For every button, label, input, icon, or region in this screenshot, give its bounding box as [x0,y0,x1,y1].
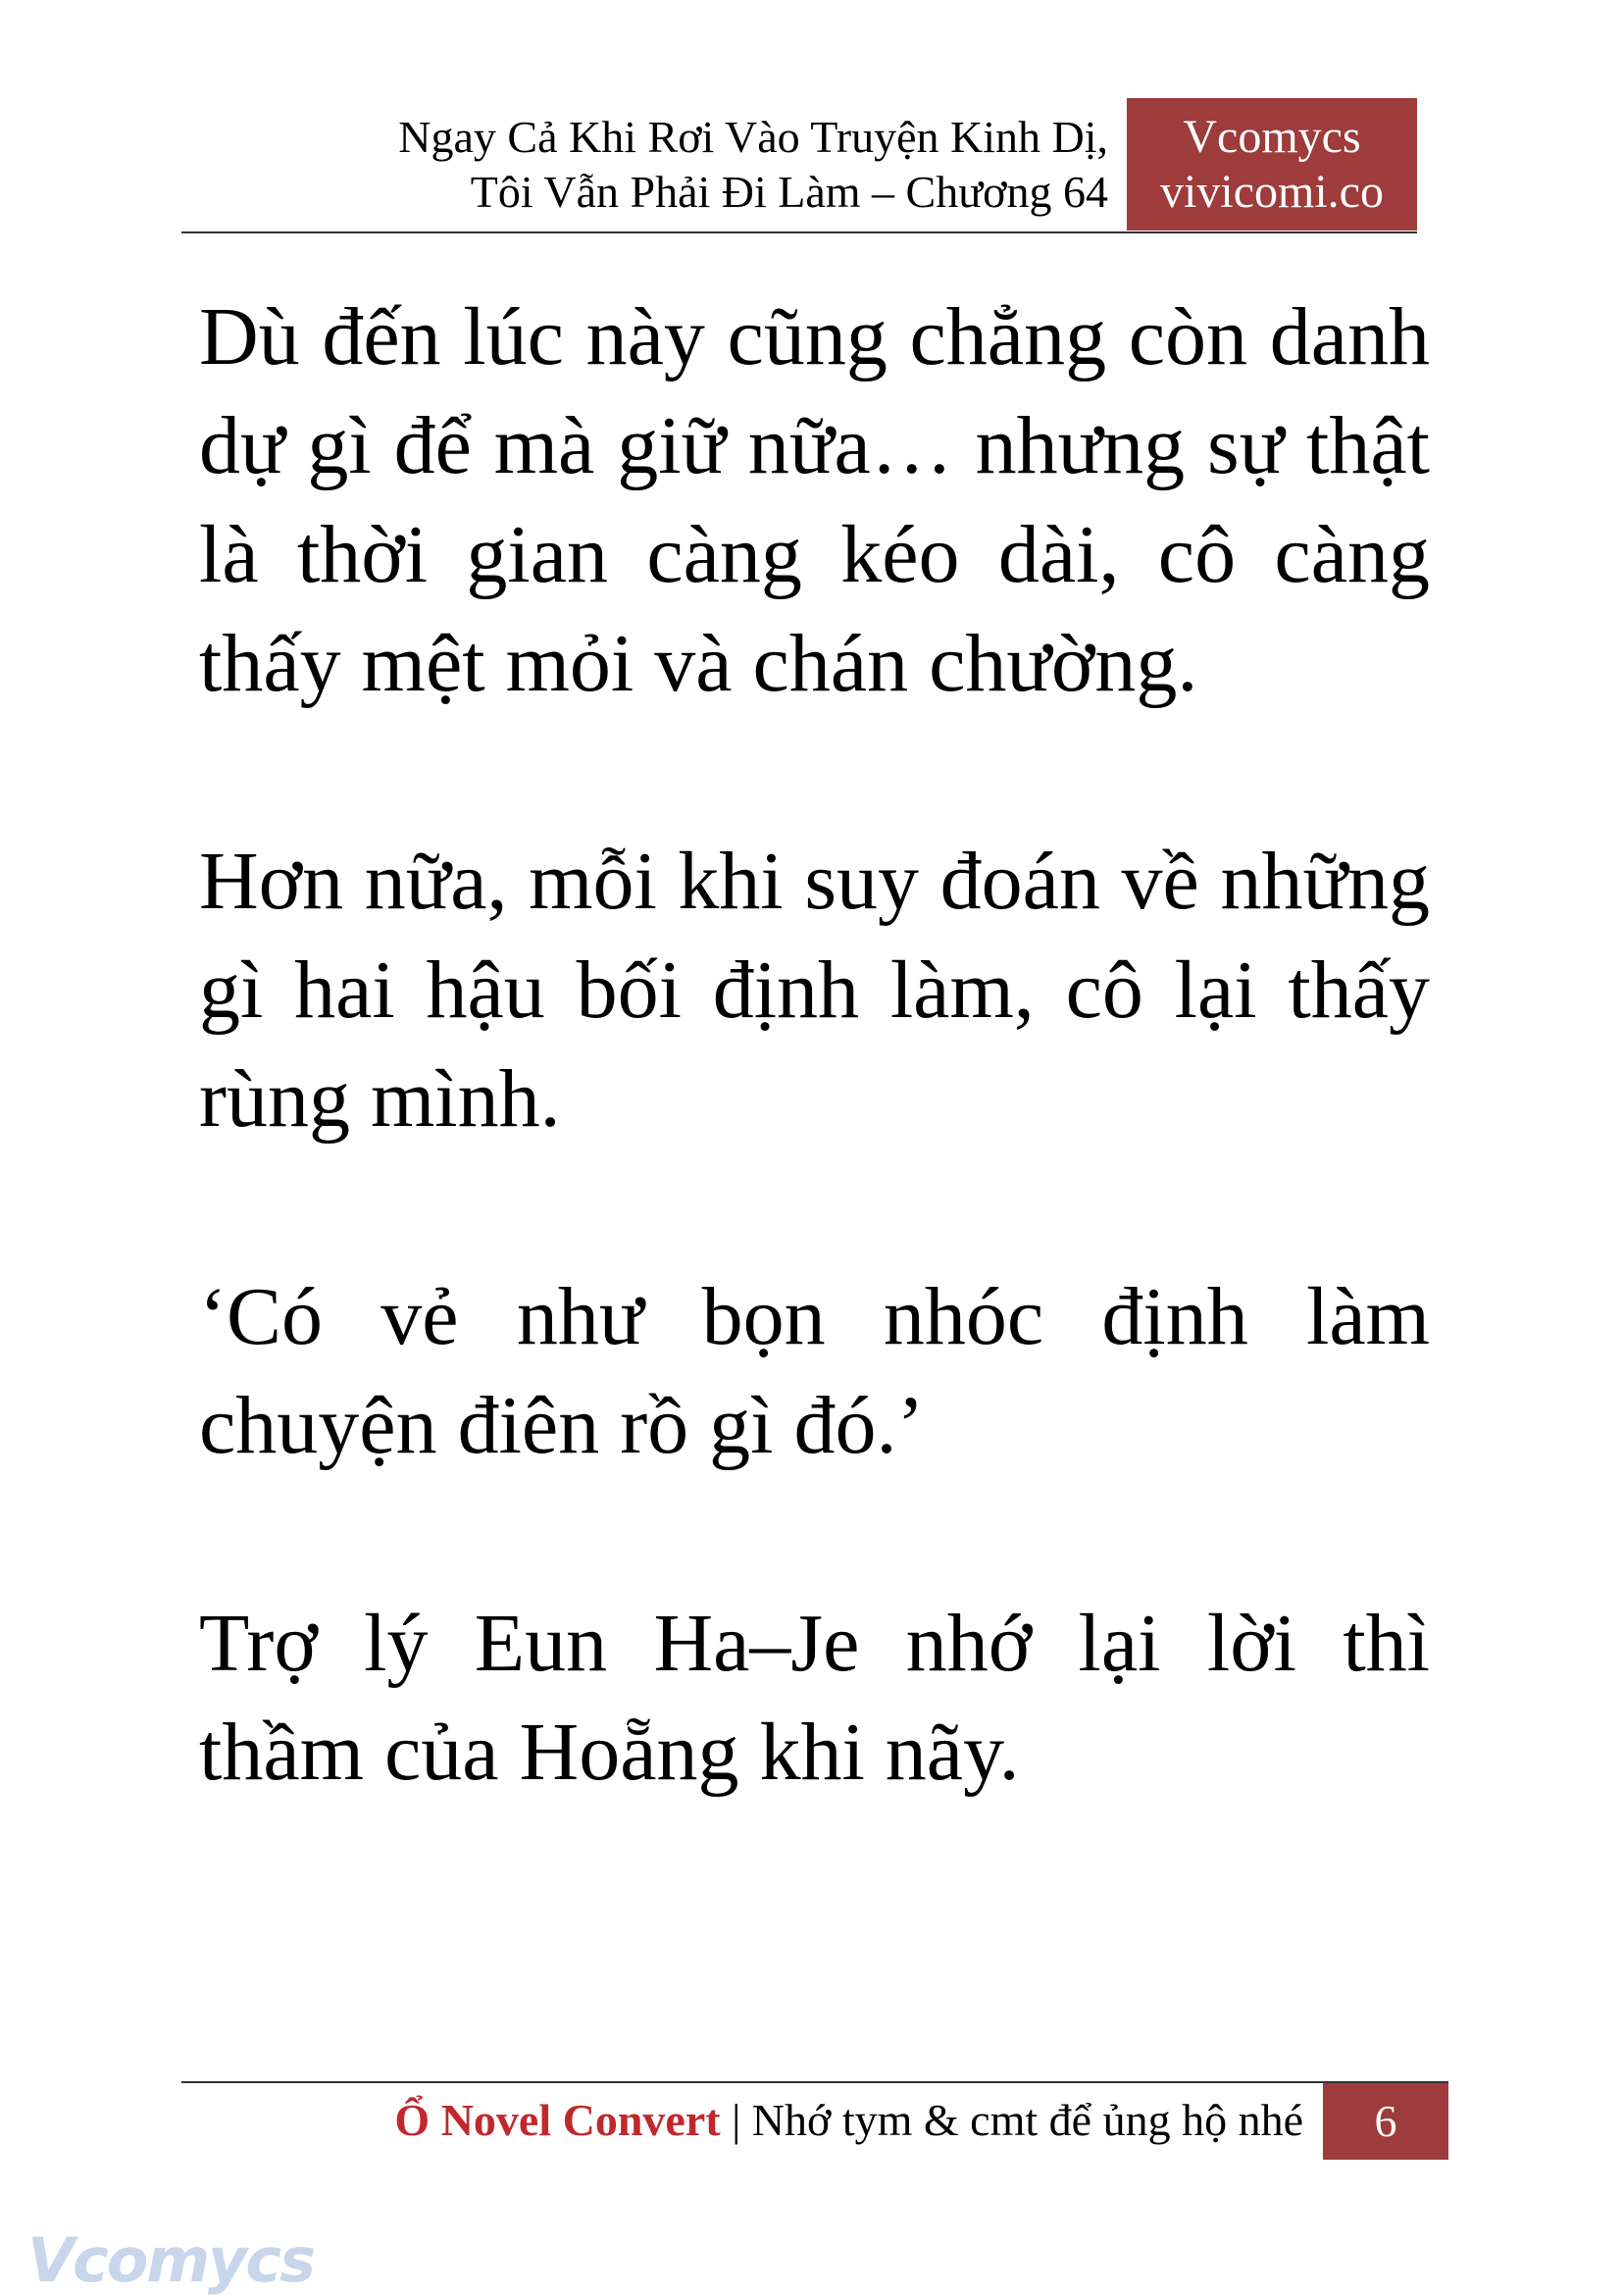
paragraph-4: Trợ lý Eun Ha–Je nhớ lại lời thì thầm của Hoẵng khi nãy. [199,1598,1430,1798]
footer-text [394,2091,1303,2150]
brand-url: vivicomi.co [1160,166,1384,218]
page-footer [181,2081,1448,2162]
paragraph-2: Hơn nữa, mỗi khi suy đoán về những gì hai hậu bối định làm, cô lại thấy rùng mình. [199,836,1430,1145]
footer-message: Nhớ tym & cmt để ủng hộ nhé [751,2095,1303,2145]
paragraph-3: ‘Có vẻ như bọn nhóc định làm chuyện điên rồ gì đó.’ [199,1271,1430,1471]
page-header [181,98,1417,233]
page-number: 6 [1323,2083,1448,2160]
paragraph-1: Dù đến lúc này cũng chẳng còn danh dự gì để mà giữ nữa… nhưng sự thật là thời gian càng kéo dài, cô càng thấy mệt mỏi và chán chường. [199,291,1430,709]
watermark-logo: Vcomycs [27,2224,315,2296]
brand-box [1127,98,1417,230]
story-content [199,282,1430,1915]
chapter-title [398,110,1108,220]
footer-separator: | [732,2095,741,2145]
chapter-title-line-2: Tôi Vẫn Phải Đi Làm – Chương 64 [470,167,1108,217]
brand-name: Vcomycs [1183,111,1361,163]
footer-brand: Ổ Novel Convert [394,2095,721,2145]
chapter-title-line-1: Ngay Cả Khi Rơi Vào Truyện Kinh Dị, [398,112,1108,162]
